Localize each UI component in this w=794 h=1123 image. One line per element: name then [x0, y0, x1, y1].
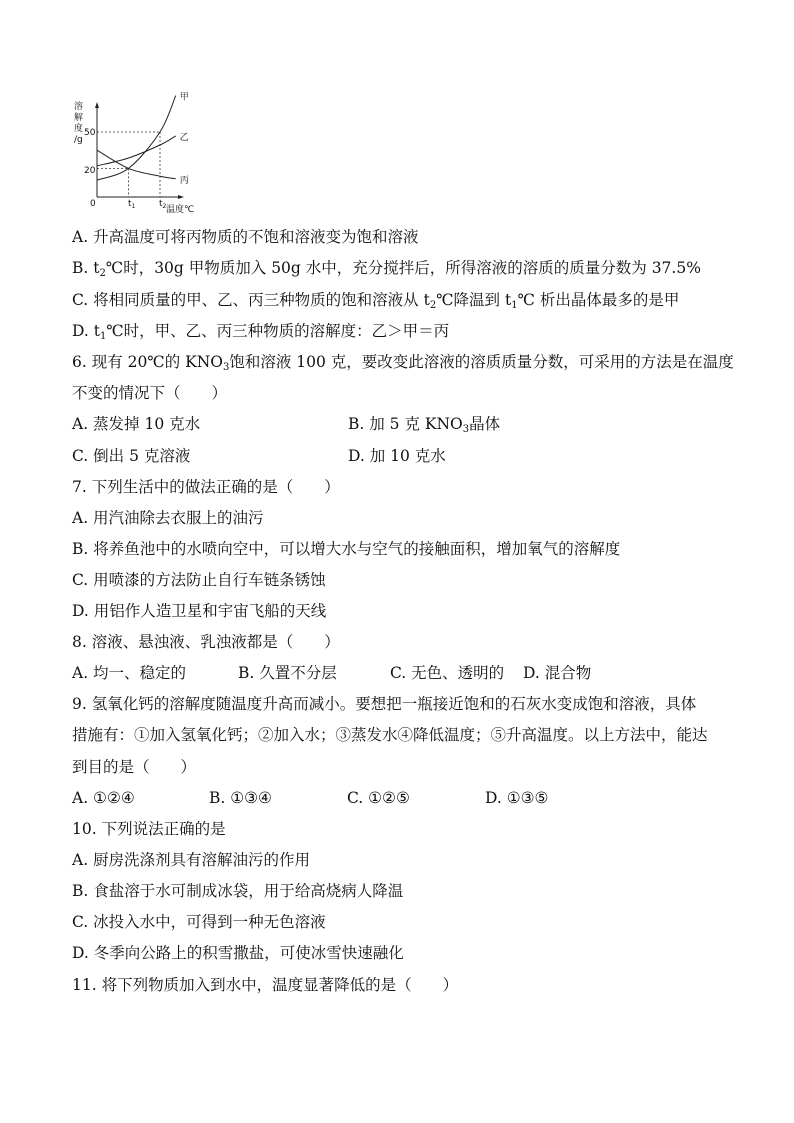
q6-option-c: C. 倒出 5 克溶液	[72, 447, 191, 465]
guide-lines	[97, 132, 160, 197]
y-axis-label-3: 度	[74, 124, 84, 134]
q6-option-b: B. 加 5 克 $KNO_3$晶体	[348, 415, 501, 435]
q5-option-a: A. 升高温度可将丙物质的不饱和溶液变为饱和溶液	[72, 228, 419, 246]
solubility-chart	[70, 92, 210, 218]
series-label-3: 丙	[179, 175, 189, 186]
q9-option-b: B. ①③④	[209, 789, 272, 807]
q6-option-a: A. 蒸发掉 10 克水	[72, 415, 201, 433]
y-tick-50: 50	[84, 128, 96, 138]
x-tick-t1: $t_1$	[128, 199, 136, 210]
q8-option-d: D. 混合物	[523, 664, 592, 682]
y-axis-label-4: /g	[74, 135, 83, 145]
q8-option-b: B. 久置不分层	[238, 664, 337, 682]
q9-option-c: C. ①②⑤	[347, 789, 410, 807]
q9-option-d: D. ①③⑤	[485, 789, 549, 807]
x-axis-label: 温度℃	[166, 205, 195, 215]
series-group	[97, 92, 189, 186]
q8-option-a: A. 均一、稳定的	[72, 664, 187, 682]
q10-option-a: A. 厨房洗涤剂具有溶解油污的作用	[72, 851, 311, 869]
y-axis-label-2: 解	[74, 113, 84, 123]
q6-stem-line2: 不变的情况下（ ）	[72, 384, 228, 402]
q8-option-c: C. 无色、透明的	[390, 664, 505, 682]
q5-option-b: B. $t_2℃$时，30g 甲物质加入 50g 水中，充分搅拌后，所得溶液的溶质的质量分数为 37.5%	[72, 259, 701, 279]
y-axis-label-1: 溶	[74, 102, 84, 112]
q5-option-d: D. $t_1℃$时，甲、乙、丙三种物质的溶解度：乙＞甲＝丙	[72, 322, 450, 342]
q6-option-d: D. 加 10 克水	[348, 447, 446, 465]
series-label-1: 甲	[179, 92, 189, 103]
q11-stem: 11. 将下列物质加入到水中，温度显著降低的是（ ）	[72, 976, 459, 994]
q9-stem-line3: 到目的是（ ）	[72, 758, 197, 776]
q7-stem: 7. 下列生活中的做法正确的是（ ）	[72, 478, 340, 496]
series-line-3	[97, 150, 176, 179]
q7-option-c: C. 用喷漆的方法防止自行车链条锈蚀	[72, 571, 326, 589]
q6-stem-line1: 6. 现有 20℃的 $KNO_3$饱和溶液 100 克，要改变此溶液的溶质质量分数，可采用的方法是在温度	[72, 353, 734, 373]
q8-stem: 8. 溶液、悬浊液、乳浊液都是（ ）	[72, 633, 340, 651]
y-tick-20: 20	[84, 166, 96, 176]
series-label-2: 乙	[179, 132, 189, 143]
q9-stem-line2: 措施有：①加入氢氧化钙；②加入水；③蒸发水④降低温度；⑤升高温度。以上方法中，能达	[72, 726, 708, 744]
x-axis-arrow	[178, 195, 184, 199]
series-line-1	[97, 96, 176, 181]
q7-option-b: B. 将养鱼池中的水喷向空中，可以增大水与空气的接触面积，增加氧气的溶解度	[72, 540, 621, 558]
q7-option-a: A. 用汽油除去衣服上的油污	[72, 509, 264, 527]
q10-option-c: C. 冰投入水中，可得到一种无色溶液	[72, 913, 326, 931]
q9-option-a: A. ①②④	[72, 789, 135, 807]
q7-option-d: D. 用铝作人造卫星和宇宙飞船的天线	[72, 602, 327, 620]
q10-option-d: D. 冬季向公路上的积雪撒盐，可使冰雪快速融化	[72, 944, 404, 962]
q10-stem: 10. 下列说法正确的是	[72, 820, 226, 838]
y-axis-arrow	[95, 102, 99, 108]
q10-option-b: B. 食盐溶于水可制成冰袋，用于给高烧病人降温	[72, 882, 404, 900]
q9-stem-line1: 9. 氢氧化钙的溶解度随温度升高而减小。要想把一瓶接近饱和的石灰水变成饱和溶液，具体	[72, 695, 697, 713]
origin-label: 0	[90, 199, 96, 209]
x-tick-t2: $t_2$	[159, 199, 167, 210]
q5-option-c: C. 将相同质量的甲、乙、丙三种物质的饱和溶液从 $t_2℃$降温到 $t_1℃$ 析出晶体最多的是甲	[72, 291, 680, 311]
